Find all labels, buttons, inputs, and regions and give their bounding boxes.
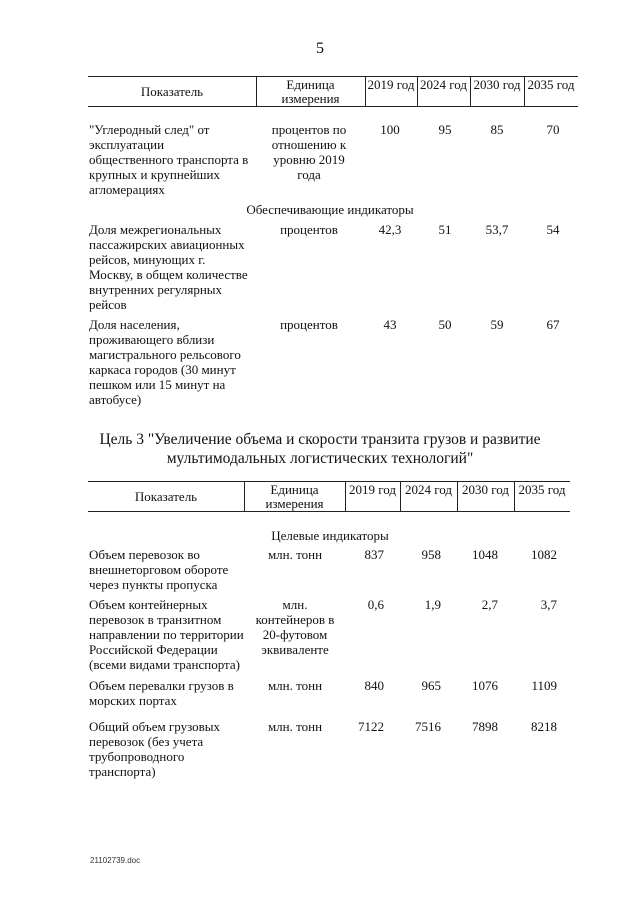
header-indicator: Показатель [140,84,204,99]
row-value: 51 [438,222,452,237]
row-value: 840 [364,678,384,693]
row-value: 8218 [531,719,557,734]
header-year: 2019 год [367,77,415,92]
row-unit: процентов по отношению к уровню 2019 года [271,122,347,182]
row-indicator: Доля населения, проживающего вблизи магистрального рельсового каркаса городов (30 минут пешком или 15 минут на автобусе) [89,317,241,407]
section-supporting-indicators: Обеспечивающие индикаторы [246,202,414,217]
row-value: 965 [421,678,441,693]
row-indicator: Общий объем грузовых перевозок (без учета трубопроводного транспорта) [89,719,221,779]
row-value: 85 [490,122,504,137]
row-indicator: Объем перевалки грузов в морских портах [89,678,234,708]
row-value: 95 [438,122,452,137]
row-unit: млн. контейнеров в 20-футовом эквиваленте [255,597,335,657]
header-year: 2035 год [518,482,566,497]
row-value: 1076 [472,678,498,693]
row-value: 70 [546,122,560,137]
page-number: 5 [316,40,324,57]
row-value: 2,7 [481,597,498,612]
row-value: 7122 [358,719,384,734]
row-value: 837 [364,547,384,562]
row-value: 54 [546,222,560,237]
row-value: 958 [421,547,441,562]
row-value: 1,9 [424,597,441,612]
header-year: 2024 год [420,77,467,92]
row-unit: процентов [280,222,338,237]
header-year: 2030 год [462,482,509,497]
row-value: 43 [383,317,397,332]
header-year: 2024 год [405,482,452,497]
row-value: 50 [438,317,452,332]
row-indicator: Объем контейнерных перевозок в транзитном направлении по территории Российской Федерации (всеми видами транспорта) [89,597,244,672]
goal-3-title: Цель 3 "Увеличение объема и скорости транзита грузов и развитие мультимодальных логистических технологий" [99,431,541,467]
row-value: 100 [380,122,400,137]
row-unit: млн. тонн [267,678,323,693]
row-value: 0,6 [367,597,384,612]
header-indicator: Показатель [134,489,198,504]
table-header-rule [88,511,570,512]
row-indicator: "Углеродный след" от эксплуатации общественного транспорта в крупных и крупнейших агломерациях [89,122,249,197]
row-value: 53,7 [485,222,509,237]
header-year: 2035 год [527,77,575,92]
row-indicator: Доля межрегиональных пассажирских авиационных рейсов, минующих г. Москву, в общем количестве внутренних регулярных рейсов [89,222,248,312]
row-value: 3,7 [540,597,557,612]
section-target-indicators: Целевые индикаторы [271,528,389,543]
row-indicator: Объем перевозок во внешнеторговом обороте через пункты пропуска [89,547,229,592]
row-value: 1082 [531,547,557,562]
header-year: 2030 год [473,77,521,92]
header-year: 2019 год [349,482,396,497]
row-value: 7898 [472,719,498,734]
row-unit: млн. тонн [267,719,323,734]
table-header-rule [88,106,578,107]
row-value: 1048 [472,547,498,562]
row-value: 59 [490,317,504,332]
header-unit: Единица измерения [265,482,324,511]
header-unit: Единица измерения [281,77,340,106]
footer-doc-id: 21102739.doc [90,856,141,865]
row-value: 67 [546,317,560,332]
row-value: 7516 [415,719,441,734]
row-value: 42,3 [378,222,402,237]
row-value: 1109 [531,678,557,693]
row-unit: млн. тонн [267,547,323,562]
row-unit: процентов [280,317,338,332]
